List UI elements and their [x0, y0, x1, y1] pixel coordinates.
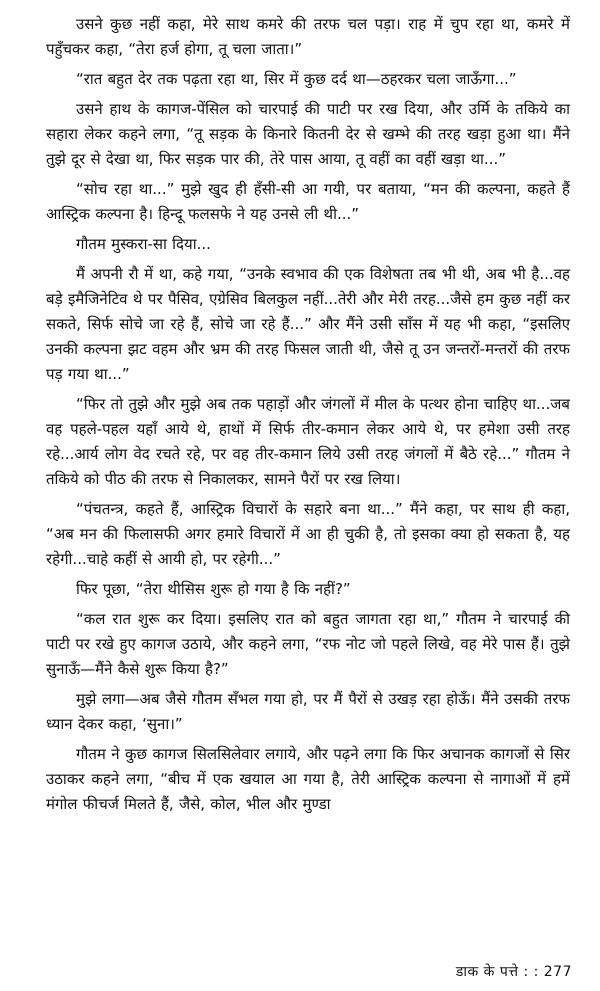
paragraph-8: “पंचतन्त्र, कहते हैं, आस्ट्रिक विचारों के सहारे बना था...” मैंने कहा, पर साथ ही कहा, “अब मन की फिलासफी अगर हमारे विचारों में आ ही चुकी है, तो इसका क्या हो सकता है, यह रहेगी...चाहे कहीं से आयी हो, पर रहेगी...”	[46, 500, 570, 568]
page-footer: डाक के पत्ते : : 277	[455, 964, 572, 980]
paragraph-9: फिर पूछा, “तेरा थीसिस शुरू हो गया है कि नहीं?”	[76, 580, 351, 598]
paragraph-6: मैं अपनी रौ में था, कहे गया, “उनके स्वभाव की एक विशेषता तब भी थी, अब भी है...वह बड़े इमैजिनेटिव थे पर पैसिव, एग्रेसिव बिलकुल नहीं...तेरी और मेरी तरह...जैसे हम कुछ नहीं कर सकते, सिर्फ सोचे जा रहे हैं, सोचे जा रहे हैं...” और मैंने उसी साँस में यह भी कहा, “इसलिए उनकी कल्पना झट वहम और भ्रम की तरह फिसल जाती थी, जैसे तू उन जन्तरों-मन्तरों की तरफ पड़ गया था...”	[46, 265, 570, 383]
paragraph-5: गौतम मुस्करा-सा दिया...	[76, 235, 211, 253]
paragraph-3: उसने हाथ के कागज-पेंसिल को चारपाई की पाटी पर रख दिया, और उर्मि के तकिये का सहारा लेकर कहने लगा, “तू सड़क के किनारे कितनी देर से खम्भे की तरह खड़ा हुआ था। मैंने तुझे दूर से देखा था, फिर सड़क पार की, तेरे पास आया, तू वहीं का वहीं खड़ा था...”	[46, 100, 570, 168]
paragraph-12: गौतम ने कुछ कागज सिलसिलेवार लगाये, और पढ़ने लगा कि फिर अचानक कागजों से सिर उठाकर कहने लगा, “बीच में एक खयाल आ गया है, तेरी आस्ट्रिक कल्पना से नागाओं में हमें मंगोल फीचर्ज मिलते हैं, जैसे, कोल, भील और मुण्डा	[46, 745, 570, 813]
book-page	[46, 12, 570, 982]
paragraph-1: उसने कुछ नहीं कहा, मेरे साथ कमरे की तरफ चल पड़ा। राह में चुप रहा था, कमरे में पहुँचकर कहा, “तेरा हर्ज होगा, तू चला जाता।”	[46, 15, 570, 58]
paragraph-10: “कल रात शुरू कर दिया। इसलिए रात को बहुत जागता रहा था,” गौतम ने चारपाई की पाटी पर रखे हुए कागज उठाये, और कहने लगा, “रफ नोट जो पहले लिखे, वह मेरे पास हैं। तुझे सुनाऊँ—मैंने कैसे शुरू किया है?”	[46, 610, 570, 678]
paragraph-2: “रात बहुत देर तक पढ़ता रहा था, सिर में कुछ दर्द था—ठहरकर चला जाऊँगा...”	[76, 70, 517, 88]
paragraph-11: मुझे लगा—अब जैसे गौतम सँभल गया हो, पर मैं पैरों से उखड़ रहा होऊँ। मैंने उसकी तरफ ध्यान देकर कहा, ‘सुना।”	[46, 690, 570, 733]
paragraph-4: “सोच रहा था...” मुझे खुद ही हँसी-सी आ गयी, पर बताया, “मन की कल्पना, कहते हैं आस्ट्रिक कल्पना है। हिन्दू फलसफे ने यह उनसे ली थी...”	[46, 180, 570, 223]
paragraph-7: “फिर तो तुझे और मुझे अब तक पहाड़ों और जंगलों में मील के पत्थर होना चाहिए था...जब वह पहले-पहल यहाँ आये थे, हाथों में सिर्फ तीर-कमान लेकर आये थे, पर हमेशा उसी तरह रहे...आर्य लोग वेद रचते रहे, पर वह तीर-कमान लिये उसी तरह जंगलों में बैठे रहे...” गौतम ने तकिये को पीठ की तरफ से निकालकर, सामने पैरों पर रख लिया।	[46, 395, 570, 488]
